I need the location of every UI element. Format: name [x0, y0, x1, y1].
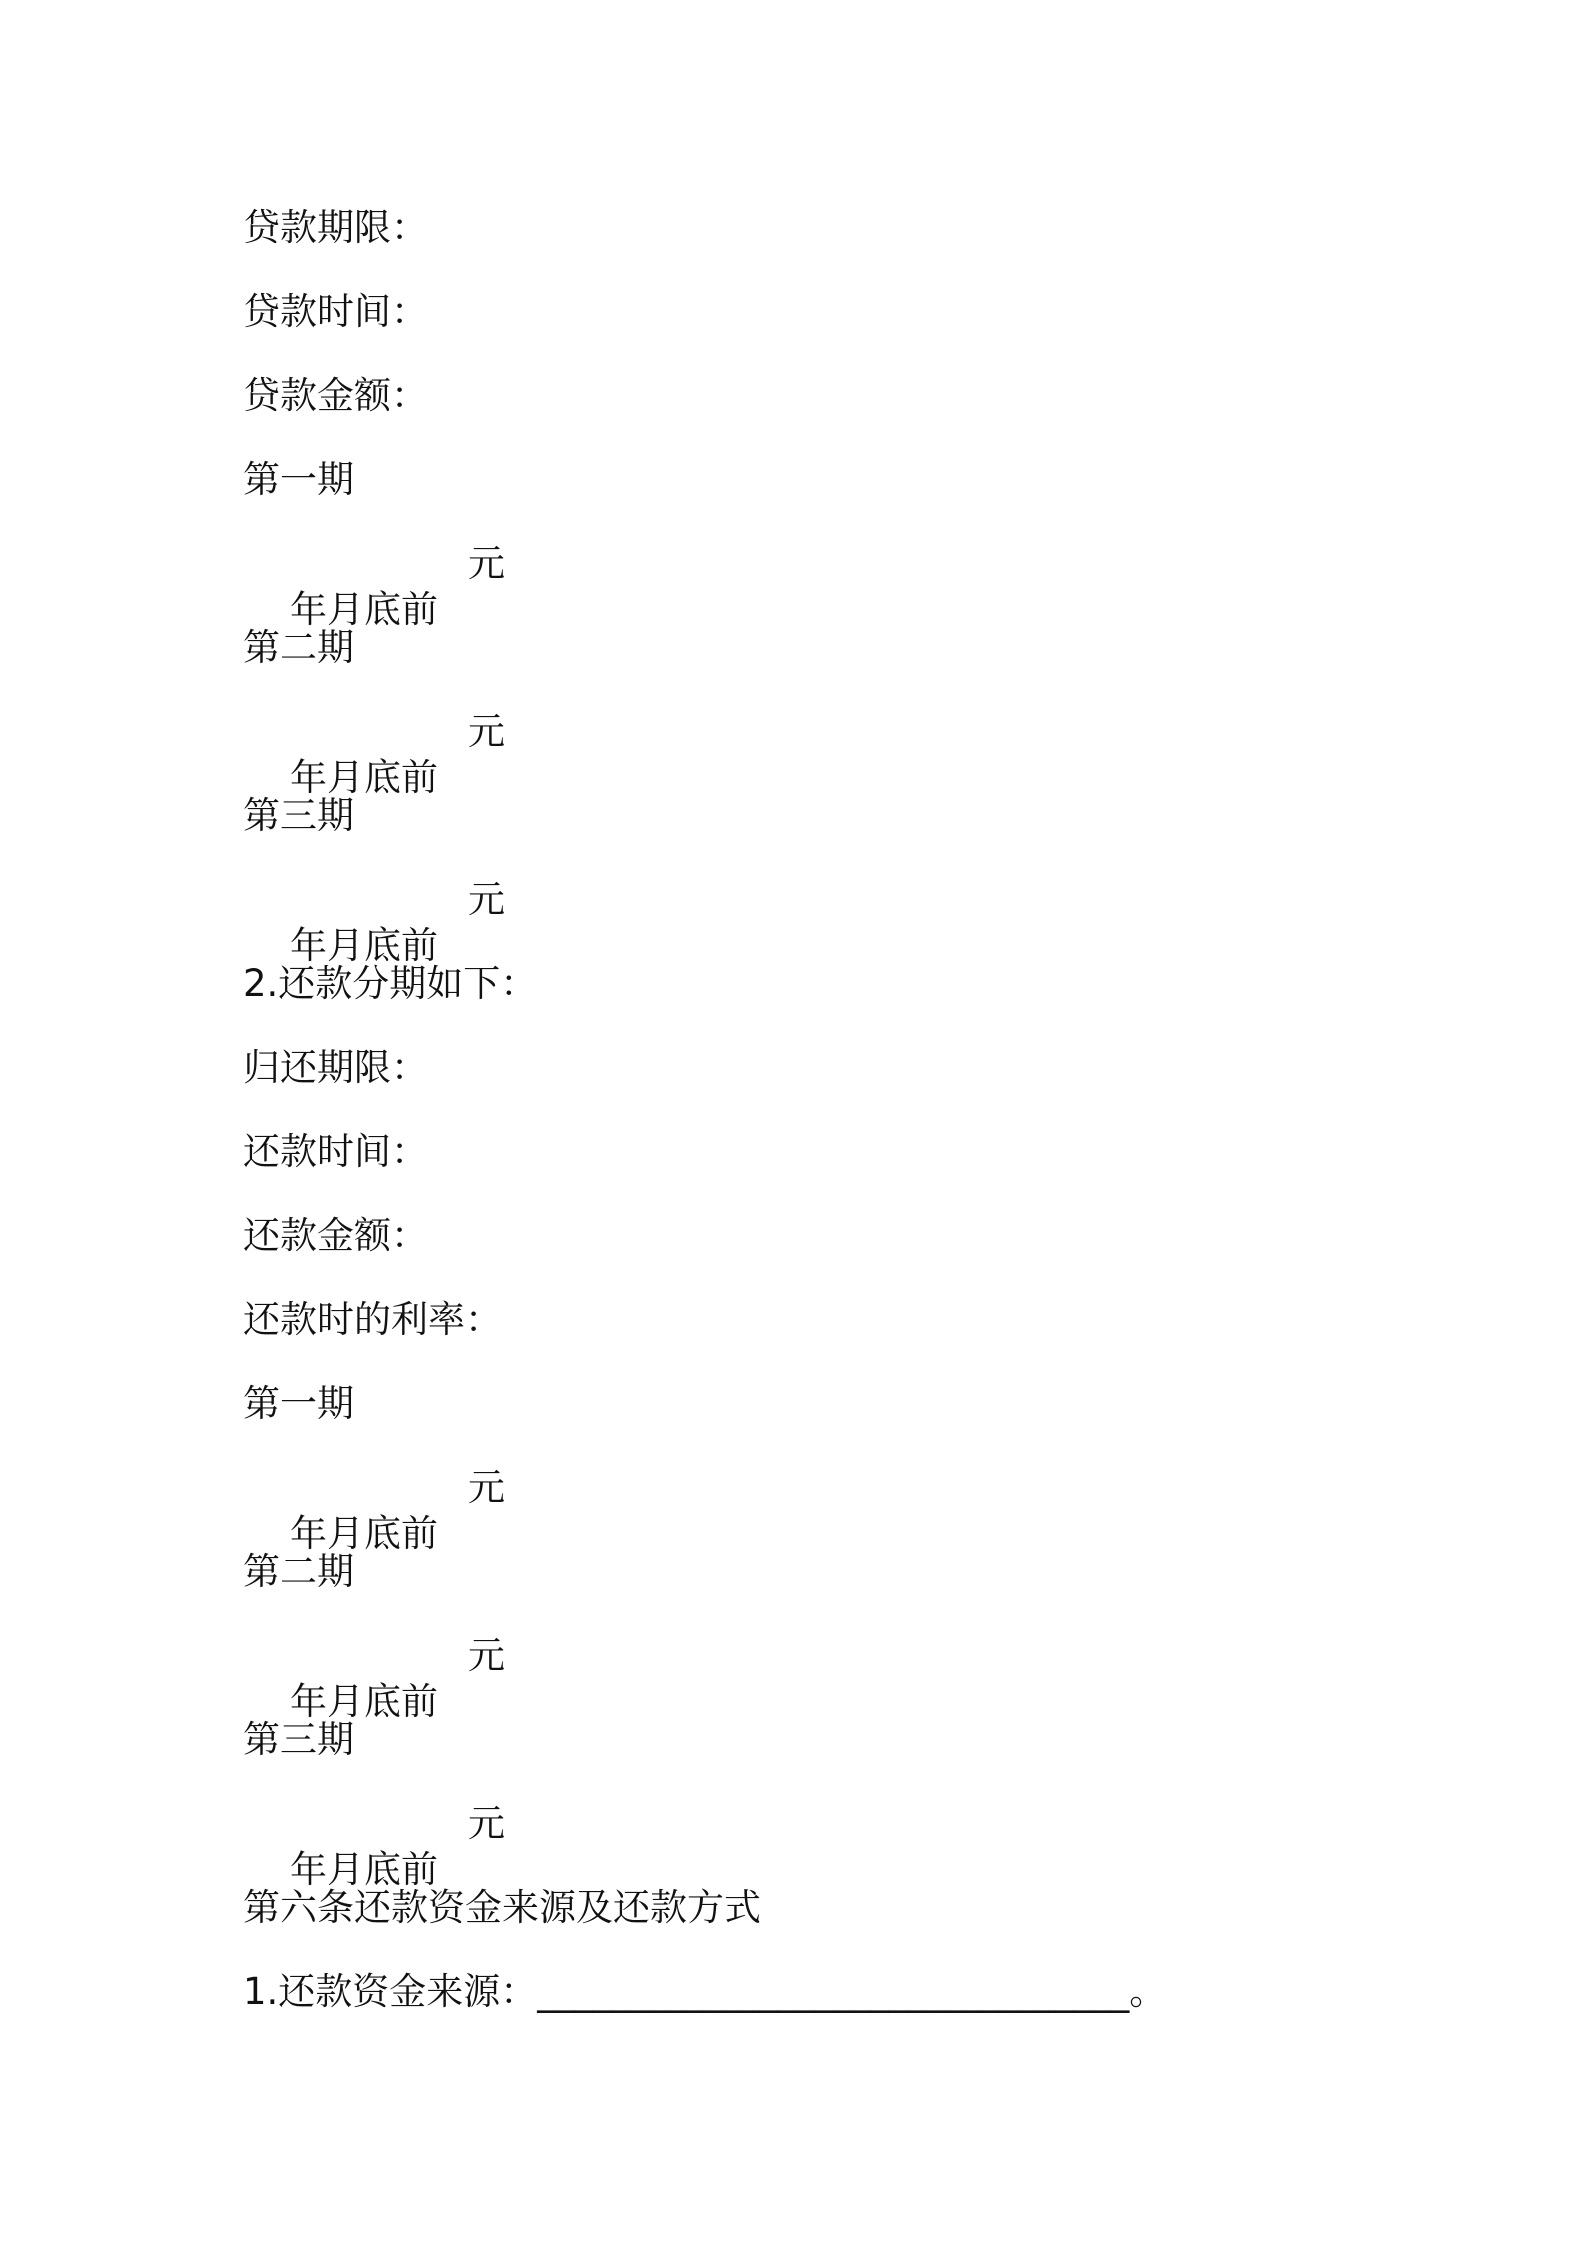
repayment-phase-3-label: 第三期 — [243, 1718, 354, 1761]
repayment-phase-1-label: 第一期 — [243, 1382, 354, 1425]
unit-text: 元 — [468, 1802, 505, 1845]
loan-phase-3-label: 第三期 — [243, 794, 354, 837]
loan-phase-1-label: 第一期 — [243, 458, 354, 501]
unit-text: 元 — [468, 1634, 505, 1677]
date-text: 年月底前 — [290, 1680, 439, 1723]
repayment-time-label: 还款时间： — [243, 1130, 428, 1173]
article-six-heading: 第六条还款资金来源及还款方式 — [243, 1886, 761, 1929]
date-text: 年月底前 — [290, 1848, 439, 1891]
repayment-phase-2-label: 第二期 — [243, 1550, 354, 1593]
date-text: 年月底前 — [290, 588, 439, 631]
unit-text: 元 — [468, 542, 505, 585]
loan-amount-label: 贷款金额： — [243, 374, 428, 417]
unit-text: 元 — [468, 710, 505, 753]
loan-time-label: 贷款时间： — [243, 290, 428, 333]
unit-text: 元 — [468, 878, 505, 921]
repayment-installments-heading: 2.还款分期如下： — [243, 962, 538, 1005]
repayment-fund-source-line: 1.还款资金来源：________________________________。 — [243, 1970, 1167, 2013]
loan-term-label: 贷款期限： — [243, 206, 428, 249]
repayment-term-label: 归还期限： — [243, 1046, 428, 1089]
date-text: 年月底前 — [290, 756, 439, 799]
repayment-interest-rate-label: 还款时的利率： — [243, 1298, 502, 1341]
repayment-amount-label: 还款金额： — [243, 1214, 428, 1257]
date-text: 年月底前 — [290, 924, 439, 967]
unit-text: 元 — [468, 1466, 505, 1509]
loan-phase-2-label: 第二期 — [243, 626, 354, 669]
date-text: 年月底前 — [290, 1512, 439, 1555]
